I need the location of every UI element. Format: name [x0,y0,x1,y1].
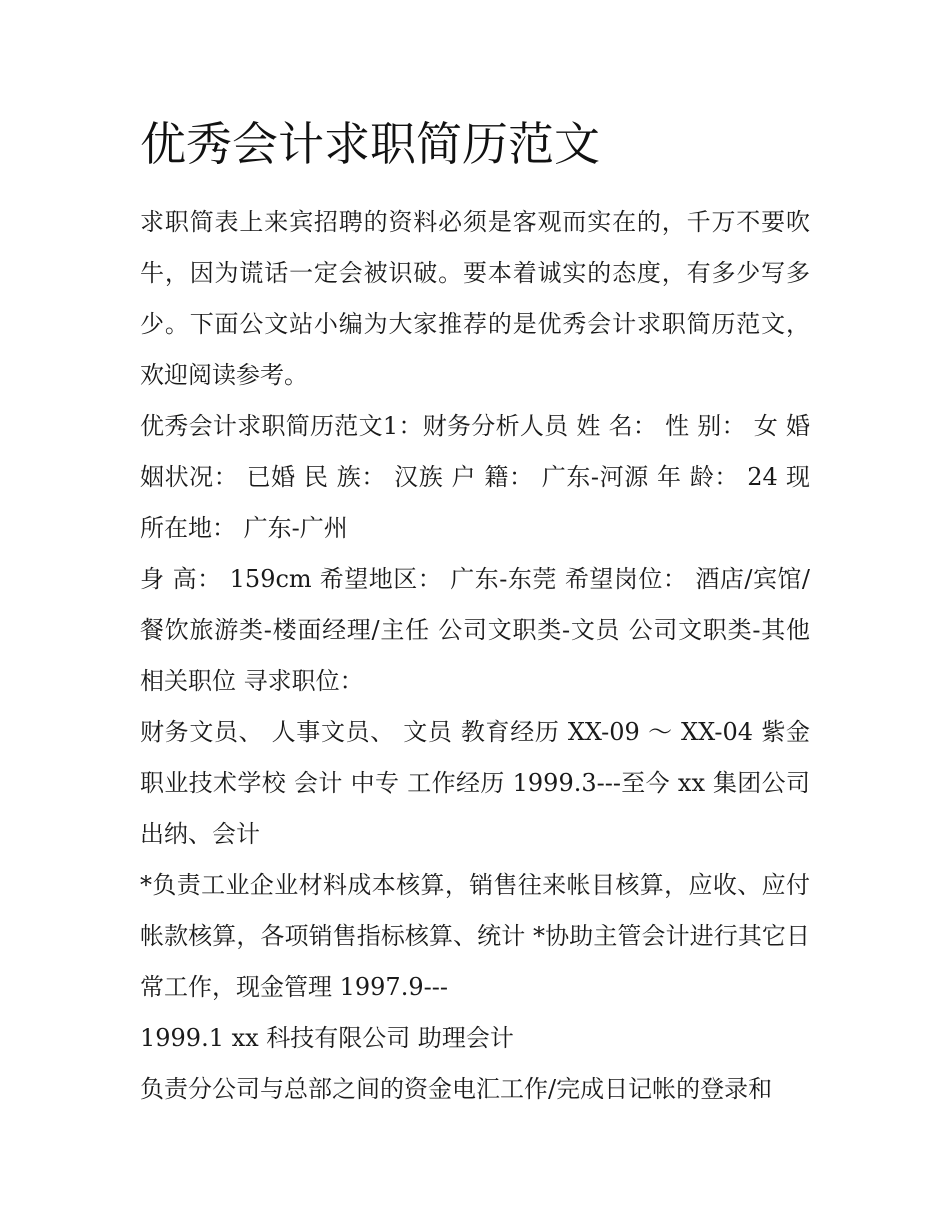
document-body [140,197,810,1115]
duties-paragraph: *负责工业企业材料成本核算，销售往来帐目核算，应收、应付帐款核算，各项销售指标核算、统计 *协助主管会计进行其它日常工作，现金管理 1997.9--- [140,871,810,1001]
education-work-paragraph: 财务文员、 人事文员、 文员 教育经历 XX-09 ～ XX-04 紫金职业技术学校 会计 中专 工作经历 1999.3---至今 xx 集团公司 出纳、会计 [140,718,810,848]
personal-info-paragraph: 优秀会计求职简历范文1：财务分析人员 姓 名： 性 别： 女 婚姻状况： 已婚 民 族： 汉族 户 籍： 广东-河源 年 龄： 24 现所在地： 广东-广州 [140,412,810,542]
job-preference-paragraph: 身 高： 159cm 希望地区： 广东-东莞 希望岗位： 酒店/宾馆/餐饮旅游类-楼面经理/主任 公司文职类-文员 公司文职类-其他相关职位 寻求职位： [140,565,810,695]
page-title: 优秀会计求职简历范文 [140,117,600,171]
previous-job-paragraph: 1999.1 xx 科技有限公司 助理会计 [140,1024,514,1052]
intro-paragraph: 求职简表上来宾招聘的资料必须是客观而实在的，千万不要吹牛，因为谎话一定会被识破。要本着诚实的态度，有多少写多少。下面公文站小编为大家推荐的是优秀会计求职简历范文，欢迎阅读参考。 [140,208,810,389]
responsibility-paragraph: 负责分公司与总部之间的资金电汇工作/完成日记帐的登录和 [140,1075,773,1103]
